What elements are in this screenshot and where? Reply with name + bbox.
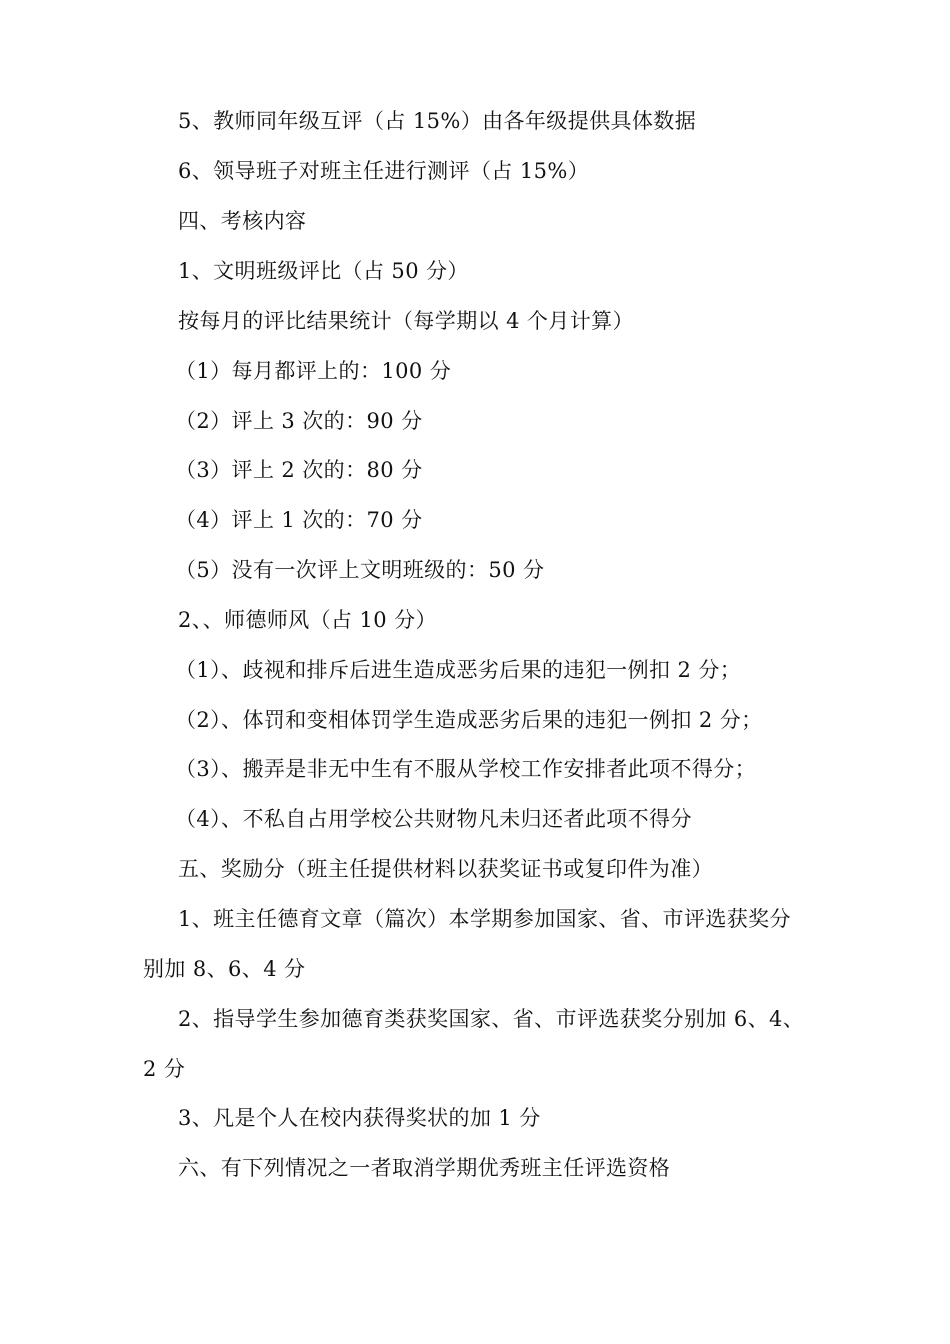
list-item: （1）每月都评上的：100 分 — [175, 359, 452, 383]
paragraph-line: 2、指导学生参加德育类获奖国家、省、市评选获奖分别加 6、4、 — [178, 1007, 805, 1031]
list-item: （2）评上 3 次的：90 分 — [175, 409, 423, 433]
list-item: （4）、不私自占用学校公共财物凡未归还者此项不得分 — [175, 807, 692, 831]
paragraph-line: 3、凡是个人在校内获得奖状的加 1 分 — [178, 1106, 541, 1130]
list-item: （3）评上 2 次的：80 分 — [175, 458, 423, 482]
list-item: （1）、歧视和排斥后进生造成恶劣后果的违犯一例扣 2 分； — [175, 658, 742, 682]
list-item: （3）、搬弄是非无中生有不服从学校工作安排者此项不得分； — [175, 757, 757, 781]
list-item: （2）、体罚和变相体罚学生造成恶劣后果的违犯一例扣 2 分； — [175, 708, 763, 732]
paragraph-line: 1、班主任德育文章（篇次）本学期参加国家、省、市评选获奖分 — [178, 907, 791, 931]
list-item: （5）没有一次评上文明班级的：50 分 — [175, 558, 545, 582]
paragraph-line: 6、领导班子对班主任进行测评（占 15%） — [178, 159, 590, 183]
section-heading: 五、奖励分（班主任提供材料以获奖证书或复印件为准） — [178, 857, 713, 881]
paragraph-line: 1、文明班级评比（占 50 分） — [178, 259, 469, 283]
section-heading: 四、考核内容 — [178, 209, 307, 233]
paragraph-line: 按每月的评比结果统计（每学期以 4 个月计算） — [178, 309, 634, 333]
paragraph-line: 2、、师德师风（占 10 分） — [178, 608, 437, 632]
section-heading: 六、有下列情况之一者取消学期优秀班主任评选资格 — [178, 1156, 671, 1180]
paragraph-line: 5、教师同年级互评（占 15%）由各年级提供具体数据 — [178, 109, 697, 133]
paragraph-line: 2 分 — [143, 1057, 186, 1081]
list-item: （4）评上 1 次的：70 分 — [175, 508, 423, 532]
paragraph-line: 别加 8、6、4 分 — [143, 957, 306, 981]
